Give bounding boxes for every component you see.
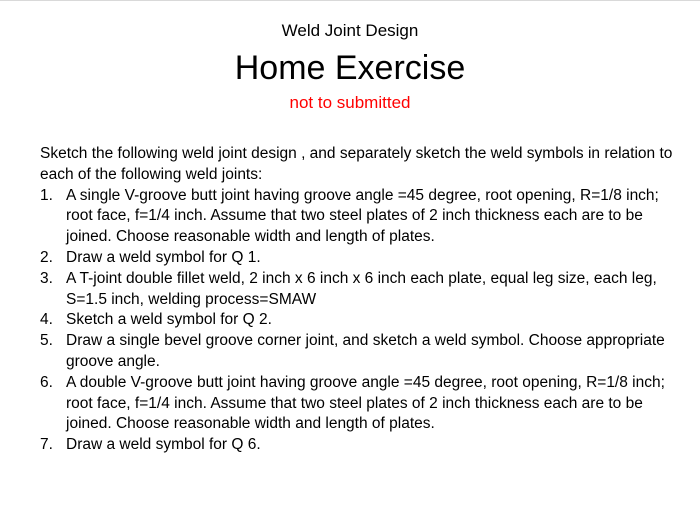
item-number: 7. xyxy=(40,436,53,454)
list-item xyxy=(40,248,680,269)
item-text: Draw a single bevel groove corner joint, and sketch a weld symbol. Choose appropriate groove angle. xyxy=(66,332,665,370)
item-number: 6. xyxy=(40,373,53,391)
slide-subtitle: Weld Joint Design xyxy=(281,21,419,40)
item-number: 1. xyxy=(40,186,53,204)
exercise-intro: Sketch the following weld joint design , and separately sketch the weld symbols in relation to each of the following weld joints: xyxy=(40,145,673,183)
exercise-body xyxy=(40,144,680,456)
list-item xyxy=(40,331,680,373)
item-number: 2. xyxy=(40,248,53,266)
item-text: A double V-groove butt joint having groove angle =45 degree, root opening, R=1/8 inch; root face, f=1/4 inch. Assume that two steel plates of 2 inch thickness each are to be joined. Choose reasonable width and length of plates. xyxy=(66,373,665,433)
item-text: A single V-groove butt joint having groove angle =45 degree, root opening, R=1/8 inch; root face, f=1/4 inch. Assume that two steel plates of 2 inch thickness each are to be joined. Choose reasonable width and length of plates. xyxy=(66,186,659,246)
item-text: Draw a weld symbol for Q 1. xyxy=(66,248,261,266)
list-item xyxy=(40,435,680,456)
item-number: 3. xyxy=(40,269,53,287)
item-text: Sketch a weld symbol for Q 2. xyxy=(66,311,272,329)
list-item xyxy=(40,186,680,248)
task-list xyxy=(40,186,680,456)
list-item xyxy=(40,269,680,311)
item-text: Draw a weld symbol for Q 6. xyxy=(66,436,261,454)
item-number: 5. xyxy=(40,332,53,350)
list-item xyxy=(40,310,680,331)
list-item xyxy=(40,373,680,435)
item-text: A T-joint double fillet weld, 2 inch x 6 inch x 6 inch each plate, equal leg size, each leg, S=1.5 inch, welding process=SMAW xyxy=(66,269,657,308)
item-number: 4. xyxy=(40,311,53,329)
slide-title: Home Exercise xyxy=(234,49,466,87)
submission-note: not to submitted xyxy=(289,93,411,112)
